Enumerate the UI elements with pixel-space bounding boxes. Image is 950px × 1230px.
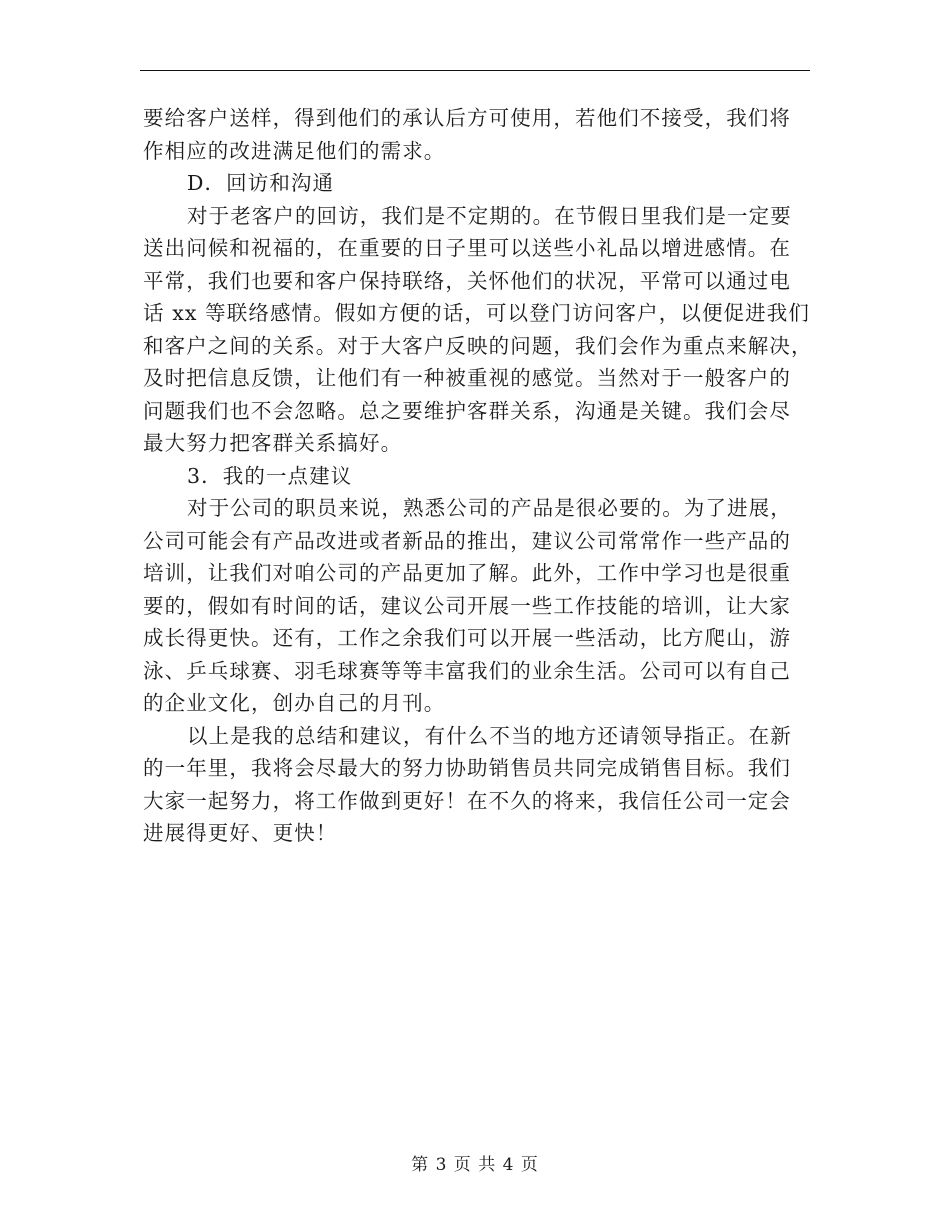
text-line: 以上是我的总结和建议，有什么不当的地方还请领导指正。在新 (187, 723, 792, 748)
text-line: 对于公司的职员来说，熟悉公司的产品是很必要的。为了进展， (187, 496, 792, 520)
text-line: 话 xx 等联络感情。假如方便的话，可以登门访问客户，以便促进我们 (143, 301, 810, 325)
text-line: 泳、乒乓球赛、羽毛球赛等等丰富我们的业余生活。公司可以有自己 (143, 658, 791, 683)
text-line: 和客户之间的关系。对于大客户反映的问题，我们会作为重点来解决， (143, 333, 813, 358)
text-line: 作相应的改进满足他们的需求。 (143, 138, 446, 163)
text-line: 3．我的一点建议 (187, 463, 353, 488)
text-line: 对于老客户的回访，我们是不定期的。在节假日里我们是一定要 (187, 203, 792, 228)
text-line: 大家一起努力，将工作做到更好！在不久的将来，我信任公司一定会 (143, 788, 791, 813)
text-line: 平常，我们也要和客户保持联络，关怀他们的状况，平常可以通过电 (143, 268, 791, 293)
text-line: 培训，让我们对咱公司的产品更加了解。此外，工作中学习也是很重 (143, 561, 791, 585)
text-line: 问题我们也不会忽略。总之要维护客群关系，沟通是关键。我们会尽 (143, 398, 791, 423)
text-line: 要给客户送样，得到他们的承认后方可使用，若他们不接受，我们将 (143, 106, 791, 130)
text-line: 最大努力把客群关系搞好。 (143, 431, 403, 455)
text-line: 公司可能会有产品改进或者新品的推出，建议公司常常作一些产品的 (143, 528, 791, 553)
page-number-footer: 第 3 页 共 4 页 (411, 1155, 539, 1175)
text-line: 送出问候和祝福的，在重要的日子里可以送些小礼品以增进感情。在 (143, 236, 791, 260)
header-rule (140, 70, 810, 71)
text-line: 的一年里，我将会尽最大的努力协助销售员共同完成销售目标。我们 (143, 756, 791, 780)
text-line: 成长得更快。还有，工作之余我们可以开展一些活动，比方爬山，游 (143, 626, 791, 650)
text-line: 及时把信息反馈，让他们有一种被重视的感觉。当然对于一般客户的 (143, 366, 791, 390)
text-line: 的企业文化，创办自己的月刊。 (143, 691, 446, 715)
text-line: 进展得更好、更快！ (143, 821, 338, 845)
document-body (143, 102, 813, 850)
text-line: 要的，假如有时间的话，建议公司开展一些工作技能的培训，让大家 (143, 593, 791, 618)
text-line: D．回访和沟通 (187, 171, 335, 195)
